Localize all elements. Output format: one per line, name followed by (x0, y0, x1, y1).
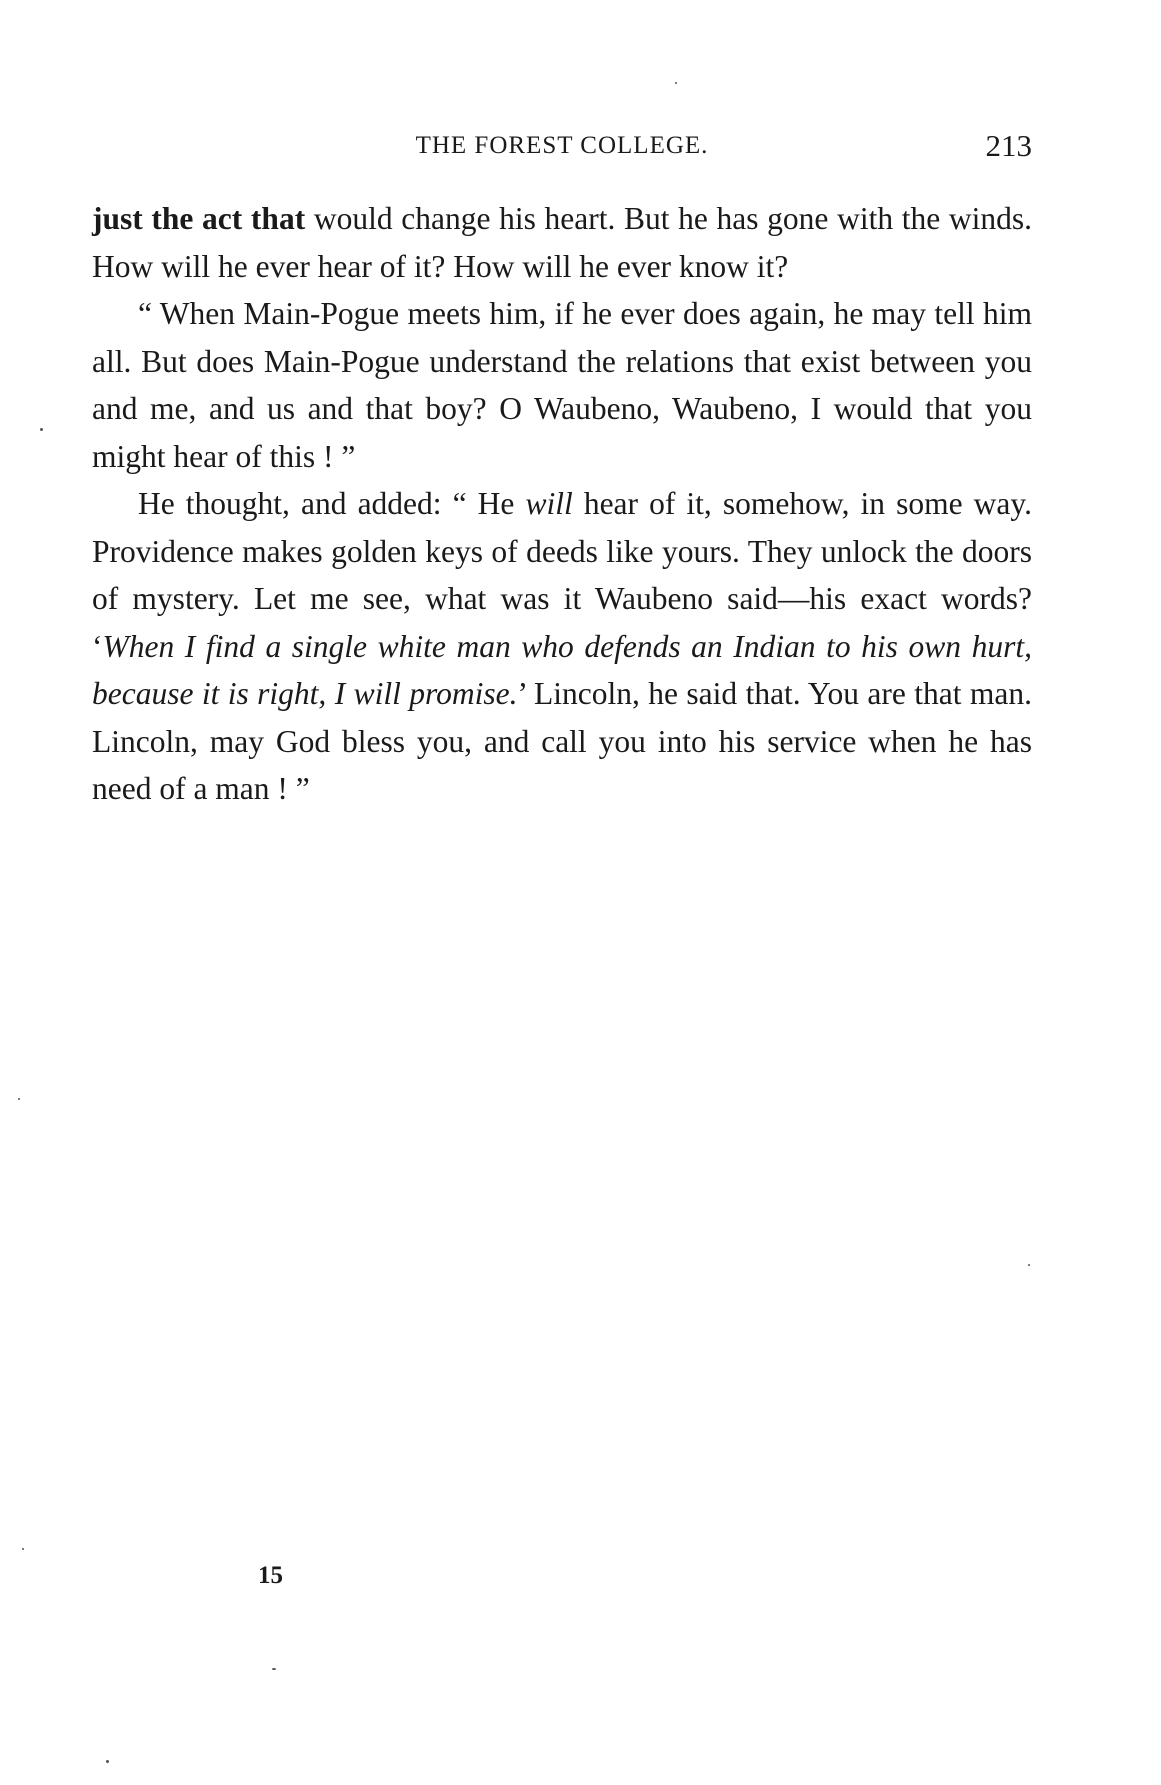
scan-speck (18, 1098, 20, 1100)
scan-speck (40, 428, 43, 431)
paragraph-3 (92, 480, 1032, 813)
body-text (92, 195, 1032, 813)
paragraph-3-segment-3: hear of it, somehow, in some way. Providence makes golden keys of deeds like yours. They unlock the doors of mystery. Let me see, what was it Waubeno said—his exact words? ‘ (92, 486, 1032, 664)
paragraph-2 (92, 290, 1032, 480)
scan-speck (1028, 1264, 1030, 1266)
scan-speck (272, 1668, 276, 1670)
paragraph-3-segment-2: will (525, 486, 573, 521)
scan-speck (675, 82, 677, 84)
scan-speck (106, 1760, 109, 1763)
running-head (92, 128, 1032, 168)
scan-speck (22, 1548, 24, 1550)
paragraph-3-segment-1: He thought, and added: “ He (138, 486, 526, 521)
paragraph-3-segment-4: When I find a single white man who defends an Indian to his own hurt, because it is right, I will promise. (92, 628, 1032, 711)
signature-mark: 15 (258, 1562, 283, 1589)
paragraph-1 (92, 195, 1032, 290)
paragraph-1-segment-1: just the act that (92, 201, 306, 236)
paragraph-3-segment-5: ’ Lincoln, he said that. You are that man. Lincoln, may God bless you, and call you into his service when he has need of a man ! ” (92, 676, 1033, 806)
paragraph-1-segment-2: would change his heart. But he has gone with the winds. How will he ever hear of it? How will he ever know it? (92, 201, 1032, 284)
page-number: 213 (985, 128, 1032, 163)
paragraph-2-segment-1: “ When Main-Pogue meets him, if he ever does again, he may tell him all. But does Main-Pogue understand the relations that exist between you and me, and us and that boy? O Waubeno, Waubeno, I would that you might hear of this ! ” (92, 296, 1032, 474)
running-title: THE FOREST COLLEGE. (415, 132, 709, 159)
